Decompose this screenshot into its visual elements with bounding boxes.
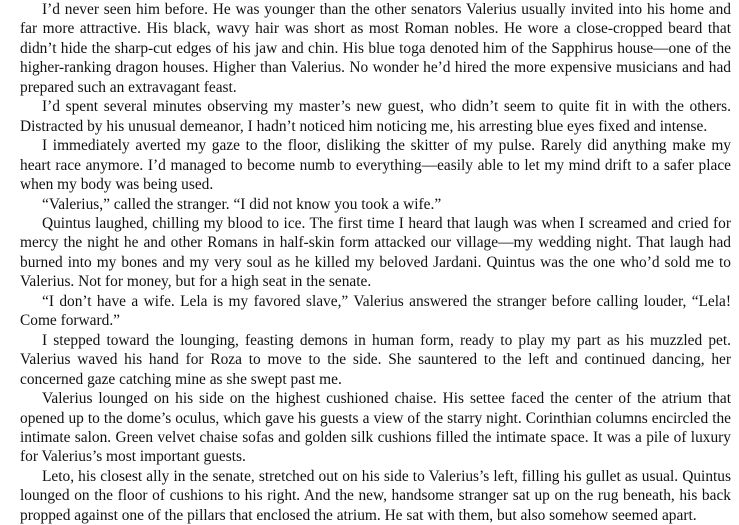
paragraph-5: Quintus laughed, chilling my blood to ice. The first time I heard that laugh was when I screamed and cried for mercy the night he and other Romans in half-skin form attacked our village—my wedding night. That laugh had burned into my bones and my very soul as he killed my beloved Jardani. Quintus was the one who’d sold me to Valerius. Not for money, but for a high seat in the senate. (20, 214, 731, 291)
paragraph-3: I immediately averted my gaze to the floor, disliking the skitter of my pulse. Rarely did anything make my heart race anymore. I’d managed to become numb to everything—easily able to let my mind drift to a safer place when my body was being used. (20, 137, 731, 194)
paragraph-1: I’d never seen him before. He was younger than the other senators Valerius usually invited into his home and far more attractive. His black, wavy hair was short as most Roman nobles. He wore a close-cropped beard that didn’t hide the sharp-cut edges of his jaw and chin. His blue toga denoted him of the Sapphirus house—one of the higher-ranking dragon houses. Higher than Valerius. No wonder he’d hired the more expensive musicians and had prepared such an extravagant feast. (20, 1, 731, 96)
paragraph-7: I stepped toward the lounging, feasting demons in human form, ready to play my part as his muzzled pet. Valerius waved his hand for Roza to move to the side. She sauntered to the left and continued dancing, her concerned gaze catching mine as she swept past me. (20, 331, 731, 388)
body-text (20, 0, 731, 525)
paragraph-8: Valerius lounged on his side on the highest cushioned chaise. His settee faced the center of the atrium that opened up to the dome’s oculus, which gave his guests a view of the starry night. Corinthian columns encircled the intimate salon. Green velvet chaise sofas and golden silk cushions filled the intimate space. It was a pile of luxury for Valerius’s most important guests. (20, 390, 731, 466)
paragraph-2: I’d spent several minutes observing my master’s new guest, who didn’t seem to quite fit in with the others. Distracted by his unusual demeanor, I hadn’t noticed him noticing me, his arresting blue eyes fixed and intense. (20, 98, 731, 135)
paragraph-4: “Valerius,” called the stranger. “I did not know you took a wife.” (42, 195, 442, 213)
paragraph-6: “I don’t have a wife. Lela is my favored slave,” Valerius answered the stranger before calling louder, “Lela! Come forward.” (20, 292, 731, 330)
paragraph-9: Leto, his closest ally in the senate, stretched out on his side to Valerius’s left, filling his gullet as usual. Quintus lounged on the floor of cushions to his right. And the new, handsome stranger sat up on the rug beneath, his back propped against one of the pillars that enclosed the atrium. He sat with them, but also somehow seemed apart. (20, 467, 731, 524)
